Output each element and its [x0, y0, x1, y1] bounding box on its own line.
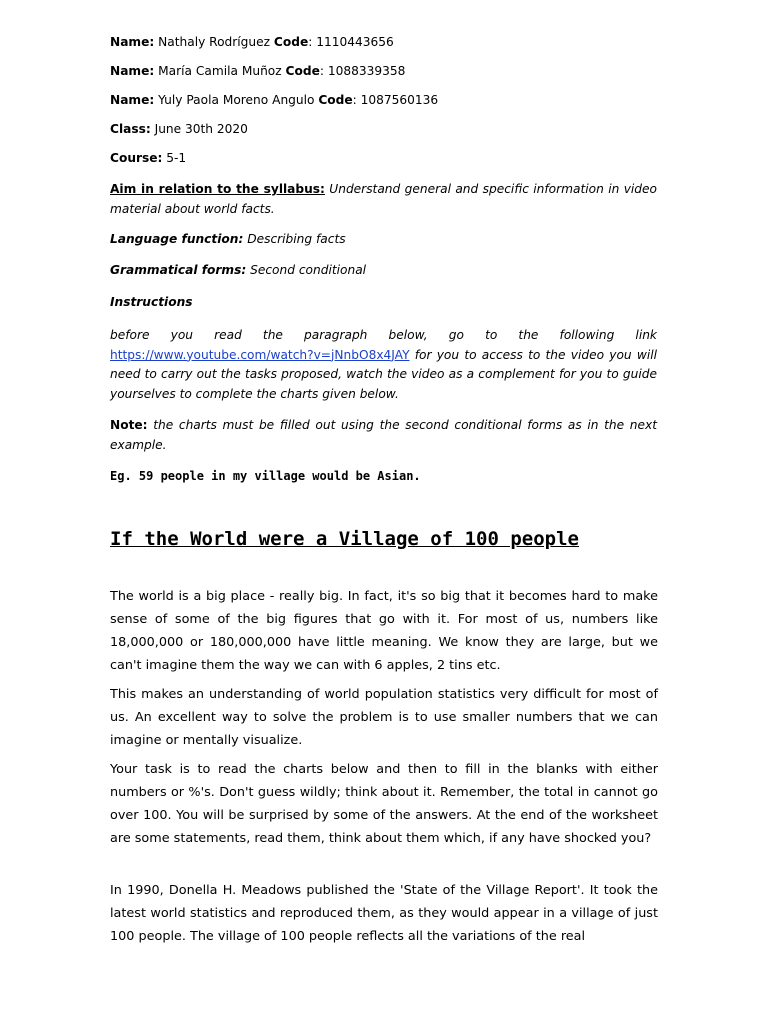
name-label: Name:: [110, 35, 155, 49]
instructions-heading: [110, 295, 193, 309]
student-code: : 1087560136: [352, 93, 439, 107]
student-line-2: [110, 64, 405, 78]
aim-text: Understand general and specific information in video material about world facts.: [110, 182, 657, 216]
youtube-link[interactable]: https://www.youtube.com/watch?v=jNnbO8x4JAY: [110, 347, 410, 362]
instructions-before: before you read the paragraph below, go to the following link: [110, 328, 657, 342]
note-paragraph: [110, 416, 657, 455]
course-label: Course:: [110, 151, 163, 165]
course-value: 5-1: [162, 151, 187, 165]
note-text: the charts must be filled out using the second conditional forms as in the next example.: [110, 418, 657, 452]
paragraph-1: The world is a big place - really big. In fact, it's so big that it becomes hard to make sense of some of the big figures that go with it. For most of us, numbers like 18,000,000 or 180,000,000 have little meaning. We know they are large, but we can't imagine them the way we can with 6 apples, 2 tins etc.: [110, 589, 658, 673]
name-label: Name:: [110, 93, 155, 107]
note-label: Note:: [110, 418, 148, 432]
student-line-3: [110, 93, 438, 107]
example-sentence: Eg. 59 people in my village would be Asian.: [110, 469, 421, 483]
grammar-value: Second conditional: [246, 263, 367, 277]
page-title: If the World were a Village of 100 people: [110, 528, 579, 550]
instructions-paragraph: [110, 326, 657, 404]
student-name: Yuly Paola Moreno Angulo: [154, 93, 319, 107]
instructions-after: for you to access to the video you will need to carry out the tasks proposed, watch the video as a complement for you to guide yourselves to complete the charts given below.: [110, 347, 657, 401]
code-label: Code: [285, 64, 320, 78]
language-value: Describing facts: [243, 232, 346, 246]
class-value: June 30th 2020: [150, 122, 248, 136]
aim-label: Aim in relation to the syllabus:: [110, 182, 325, 196]
grammar-label: Grammatical forms:: [110, 263, 247, 277]
paragraph-4: In 1990, Donella H. Meadows published the 'State of the Village Report'. It took the latest world statistics and reproduced them, as they would appear in a village of just 100 people. The village of 100 people reflects all the variations of the real: [110, 883, 658, 944]
class-label: Class:: [110, 122, 151, 136]
student-line-1: [110, 35, 394, 49]
instructions-label: Instructions: [110, 295, 193, 309]
name-label: Name:: [110, 64, 155, 78]
aim-paragraph: [110, 180, 657, 219]
language-function-line: [110, 232, 346, 246]
student-code: : 1110443656: [308, 35, 394, 49]
grammatical-forms-line: [110, 263, 366, 277]
student-name: María Camila Muñoz: [154, 64, 286, 78]
language-label: Language function:: [110, 232, 244, 246]
student-name: Nathaly Rodríguez: [154, 35, 274, 49]
class-line: [110, 122, 248, 136]
code-label: Code: [273, 35, 309, 49]
course-line: [110, 151, 186, 165]
paragraph-3: Your task is to read the charts below and then to fill in the blanks with either numbers or %'s. Don't guess wildly; think about it. Remember, the total in cannot go over 100. You will be surprised by some of the answers. At the end of the worksheet are some statements, read them, think about them which, if any have shocked you?: [110, 762, 658, 846]
student-code: : 1088339358: [319, 64, 406, 78]
code-label: Code: [318, 93, 353, 107]
paragraph-2: This makes an understanding of world population statistics very difficult for most of us. An excellent way to solve the problem is to use smaller numbers that we can imagine or mentally visualize.: [110, 687, 658, 748]
